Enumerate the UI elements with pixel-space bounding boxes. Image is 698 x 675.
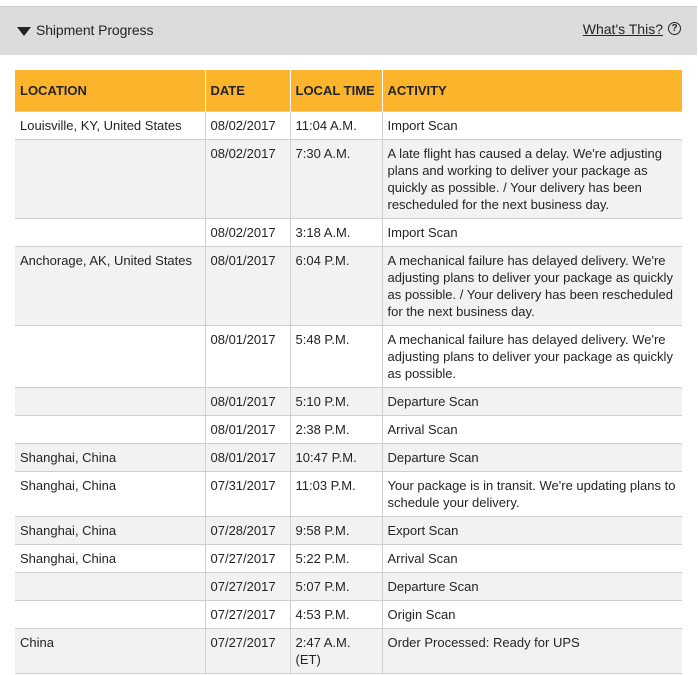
location-cell (15, 219, 205, 247)
table-row (15, 444, 682, 472)
local-time-cell: 11:03 P.M. (290, 472, 382, 517)
local-time-cell: 10:47 P.M. (290, 444, 382, 472)
column-header-local-time: LOCAL TIME (290, 70, 382, 112)
whats-this-link[interactable]: What's This? (582, 21, 663, 37)
location-cell (15, 326, 205, 388)
date-cell: 08/01/2017 (205, 326, 290, 388)
local-time-cell: 5:07 P.M. (290, 573, 382, 601)
location-cell: Shanghai, China (15, 472, 205, 517)
activity-cell: Import Scan (382, 219, 682, 247)
activity-cell: Arrival Scan (382, 545, 682, 573)
location-cell: China (15, 629, 205, 674)
local-time-cell: 6:04 P.M. (290, 247, 382, 326)
date-cell: 08/01/2017 (205, 416, 290, 444)
local-time-cell: 7:30 A.M. (290, 140, 382, 219)
activity-cell: A mechanical failure has delayed delivery. We're adjusting plans to deliver your package as quickly as possible. (382, 326, 682, 388)
table-row (15, 517, 682, 545)
panel-header[interactable] (0, 6, 697, 56)
date-cell: 08/02/2017 (205, 140, 290, 219)
table-row (15, 545, 682, 573)
location-cell: Shanghai, China (15, 517, 205, 545)
date-cell: 08/01/2017 (205, 247, 290, 326)
activity-cell: A mechanical failure has delayed delivery. We're adjusting plans to deliver your package as quickly as possible. / Your delivery has been rescheduled for the next business day. (382, 247, 682, 326)
date-cell: 08/01/2017 (205, 388, 290, 416)
table-row (15, 140, 682, 219)
local-time-cell: 2:47 A.M. (ET) (290, 629, 382, 674)
table-row (15, 219, 682, 247)
column-header-location: LOCATION (15, 70, 205, 112)
collapse-triangle-icon[interactable] (17, 27, 31, 36)
table-row (15, 326, 682, 388)
location-cell (15, 601, 205, 629)
activity-cell: Departure Scan (382, 388, 682, 416)
activity-cell: Departure Scan (382, 444, 682, 472)
column-header-activity: ACTIVITY (382, 70, 682, 112)
location-cell (15, 388, 205, 416)
date-cell: 07/27/2017 (205, 629, 290, 674)
location-cell: Shanghai, China (15, 545, 205, 573)
table-header-row (15, 70, 682, 112)
location-cell (15, 140, 205, 219)
date-cell: 08/01/2017 (205, 444, 290, 472)
table-row (15, 112, 682, 140)
activity-cell: Departure Scan (382, 573, 682, 601)
column-header-date: DATE (205, 70, 290, 112)
panel-body (0, 55, 698, 675)
date-cell: 08/02/2017 (205, 112, 290, 140)
activity-cell: Origin Scan (382, 601, 682, 629)
location-cell (15, 573, 205, 601)
shipment-progress-table (15, 70, 682, 674)
local-time-cell: 5:48 P.M. (290, 326, 382, 388)
local-time-cell: 11:04 A.M. (290, 112, 382, 140)
help-circle-icon[interactable]: ? (668, 22, 681, 35)
activity-cell: Arrival Scan (382, 416, 682, 444)
local-time-cell: 3:18 A.M. (290, 219, 382, 247)
table-row (15, 601, 682, 629)
date-cell: 07/28/2017 (205, 517, 290, 545)
date-cell: 08/02/2017 (205, 219, 290, 247)
date-cell: 07/27/2017 (205, 545, 290, 573)
date-cell: 07/31/2017 (205, 472, 290, 517)
location-cell: Anchorage, AK, United States (15, 247, 205, 326)
table-row (15, 573, 682, 601)
date-cell: 07/27/2017 (205, 573, 290, 601)
table-row (15, 247, 682, 326)
local-time-cell: 2:38 P.M. (290, 416, 382, 444)
table-row (15, 416, 682, 444)
local-time-cell: 5:10 P.M. (290, 388, 382, 416)
date-cell: 07/27/2017 (205, 601, 290, 629)
location-cell (15, 416, 205, 444)
location-cell: Louisville, KY, United States (15, 112, 205, 140)
local-time-cell: 5:22 P.M. (290, 545, 382, 573)
activity-cell: Order Processed: Ready for UPS (382, 629, 682, 674)
table-row (15, 472, 682, 517)
panel-title: Shipment Progress (36, 22, 154, 38)
activity-cell: Export Scan (382, 517, 682, 545)
location-cell: Shanghai, China (15, 444, 205, 472)
local-time-cell: 9:58 P.M. (290, 517, 382, 545)
table-row (15, 629, 682, 674)
activity-cell: Your package is in transit. We're updating plans to schedule your delivery. (382, 472, 682, 517)
local-time-cell: 4:53 P.M. (290, 601, 382, 629)
activity-cell: A late flight has caused a delay. We're adjusting plans and working to deliver your package as quickly as possible. / Your delivery has been rescheduled for the next business day. (382, 140, 682, 219)
table-row (15, 388, 682, 416)
activity-cell: Import Scan (382, 112, 682, 140)
